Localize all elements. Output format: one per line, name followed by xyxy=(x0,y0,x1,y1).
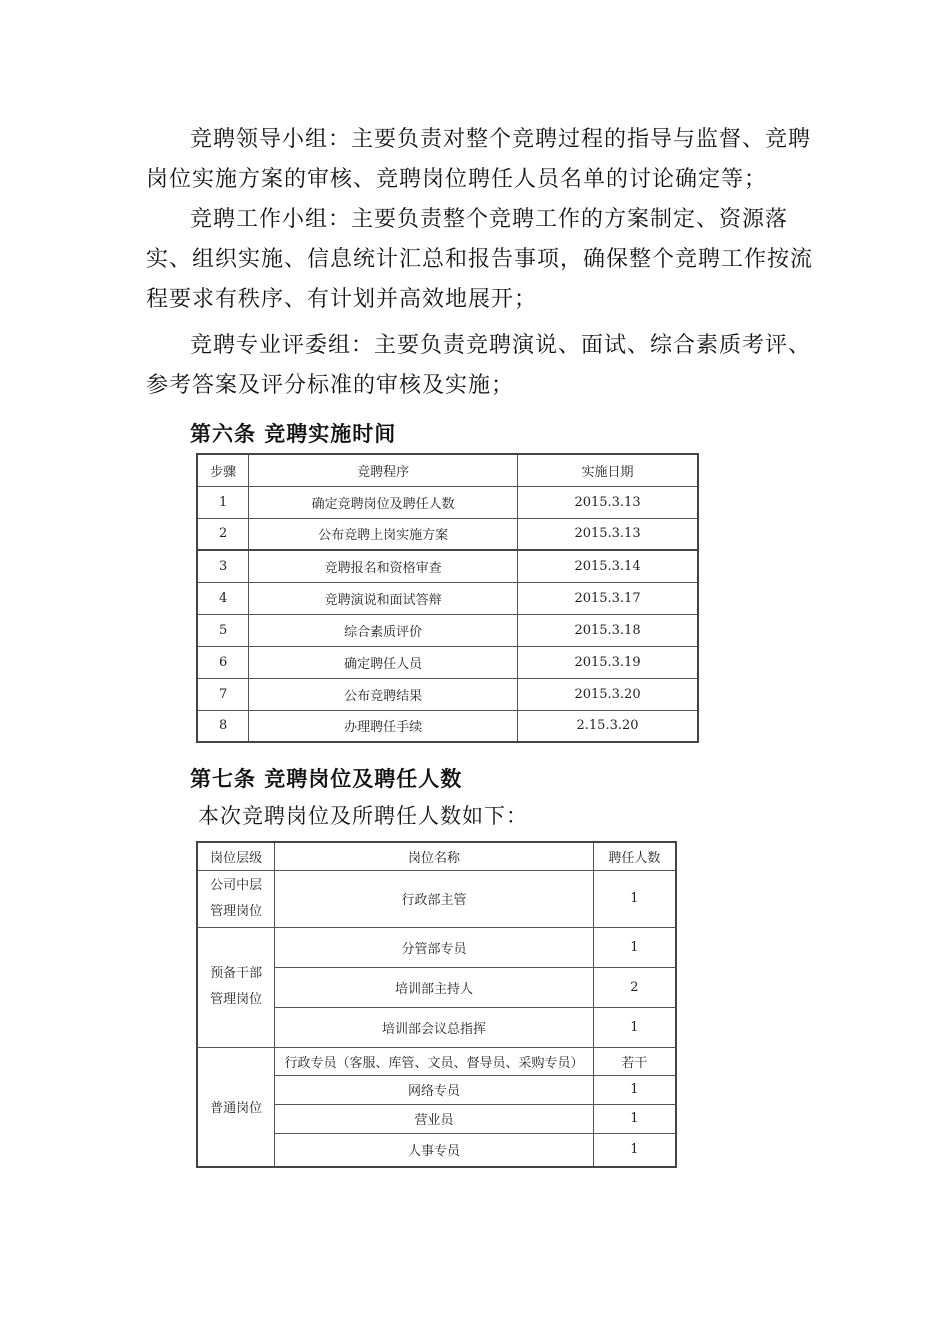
section6-title: 第六条 竞聘实施时间 xyxy=(190,422,397,446)
procedure-name: 综合素质评价 xyxy=(249,614,518,646)
procedure-name: 公布竞聘结果 xyxy=(249,678,518,710)
procedure-name: 确定聘任人员 xyxy=(249,646,518,678)
header-step: 步骤 xyxy=(197,454,249,486)
procedure-name: 竞聘演说和面试答辩 xyxy=(249,582,518,614)
positions-table xyxy=(196,841,677,1168)
step-number: 1 xyxy=(197,486,249,518)
paragraph-text: 竞聘专业评委组：主要负责竞聘演说、面试、综合素质考评、参考答案及评分标准的审核及实施； xyxy=(146,333,812,398)
table-row xyxy=(197,710,698,742)
section7-title: 第七条 竞聘岗位及聘任人数 xyxy=(190,767,463,791)
section7-intro: 本次竞聘岗位及所聘任人数如下： xyxy=(198,804,528,828)
hire-count: 2 xyxy=(593,967,676,1007)
table-header-row xyxy=(197,842,676,870)
table-row xyxy=(197,614,698,646)
position-level-line: 预备干部 xyxy=(210,966,263,981)
hire-count: 若干 xyxy=(593,1047,676,1075)
procedure-name: 确定竞聘岗位及聘任人数 xyxy=(249,486,518,518)
position-name: 分管部专员 xyxy=(275,927,594,967)
position-level-line: 公司中层 xyxy=(210,877,263,893)
table-row xyxy=(197,870,676,927)
position-level xyxy=(197,870,275,927)
header-date: 实施日期 xyxy=(518,454,698,486)
step-number: 8 xyxy=(197,710,249,742)
position-level-line: 管理岗位 xyxy=(210,903,263,919)
hire-count: 1 xyxy=(593,1075,676,1104)
procedure-name: 办理聘任手续 xyxy=(249,710,518,742)
paragraph-working-group xyxy=(146,200,826,320)
paragraph-leadership-group xyxy=(146,120,826,200)
table-row xyxy=(197,646,698,678)
paragraph-text: 竞聘工作小组：主要负责整个竞聘工作的方案制定、资源落实、组织实施、信息统计汇总和报告事项，确保整个竞聘工作按流程要求有秩序、有计划并高效地展开； xyxy=(146,207,814,312)
position-name: 网络专员 xyxy=(275,1075,594,1104)
header-position-name: 岗位名称 xyxy=(275,842,594,870)
procedure-name: 公布竞聘上岗实施方案 xyxy=(249,518,518,550)
table-header-row xyxy=(197,454,698,486)
header-procedure: 竞聘程序 xyxy=(249,454,518,486)
position-name: 行政部主管 xyxy=(275,870,594,927)
step-number: 5 xyxy=(197,614,249,646)
position-name: 人事专员 xyxy=(275,1133,594,1167)
table-row xyxy=(197,486,698,518)
procedure-date: 2015.3.19 xyxy=(518,646,698,678)
table-row xyxy=(197,582,698,614)
position-name: 营业员 xyxy=(275,1104,594,1133)
hire-count: 1 xyxy=(593,927,676,967)
position-name: 行政专员（客服、库管、文员、督导员、采购专员） xyxy=(275,1047,594,1075)
procedure-date: 2015.3.17 xyxy=(518,582,698,614)
table-row xyxy=(197,678,698,710)
header-hire-count: 聘任人数 xyxy=(593,842,676,870)
table-row xyxy=(197,550,698,582)
header-level: 岗位层级 xyxy=(197,842,275,870)
step-number: 7 xyxy=(197,678,249,710)
paragraph-judging-group xyxy=(146,326,826,406)
hire-count: 1 xyxy=(593,1133,676,1167)
schedule-table xyxy=(196,453,699,743)
position-level: 普通岗位 xyxy=(197,1047,275,1167)
step-number: 3 xyxy=(197,550,249,582)
hire-count: 1 xyxy=(593,1104,676,1133)
procedure-date: 2015.3.14 xyxy=(518,550,698,582)
step-number: 2 xyxy=(197,518,249,550)
position-level-line: 管理岗位 xyxy=(210,992,263,1007)
procedure-date: 2015.3.20 xyxy=(518,678,698,710)
procedure-date: 2015.3.13 xyxy=(518,518,698,550)
position-name: 培训部会议总指挥 xyxy=(275,1007,594,1047)
procedure-date: 2.15.3.20 xyxy=(518,710,698,742)
hire-count: 1 xyxy=(593,870,676,927)
table-row xyxy=(197,518,698,550)
table-row xyxy=(197,1047,676,1075)
procedure-date: 2015.3.18 xyxy=(518,614,698,646)
step-number: 4 xyxy=(197,582,249,614)
procedure-date: 2015.3.13 xyxy=(518,486,698,518)
position-name: 培训部主持人 xyxy=(275,967,594,1007)
hire-count: 1 xyxy=(593,1007,676,1047)
paragraph-text: 竞聘领导小组：主要负责对整个竞聘过程的指导与监督、竞聘岗位实施方案的审核、竞聘岗位聘任人员名单的讨论确定等； xyxy=(146,127,812,192)
procedure-name: 竞聘报名和资格审查 xyxy=(249,550,518,582)
step-number: 6 xyxy=(197,646,249,678)
table-row xyxy=(197,927,676,967)
position-level xyxy=(197,927,275,1047)
